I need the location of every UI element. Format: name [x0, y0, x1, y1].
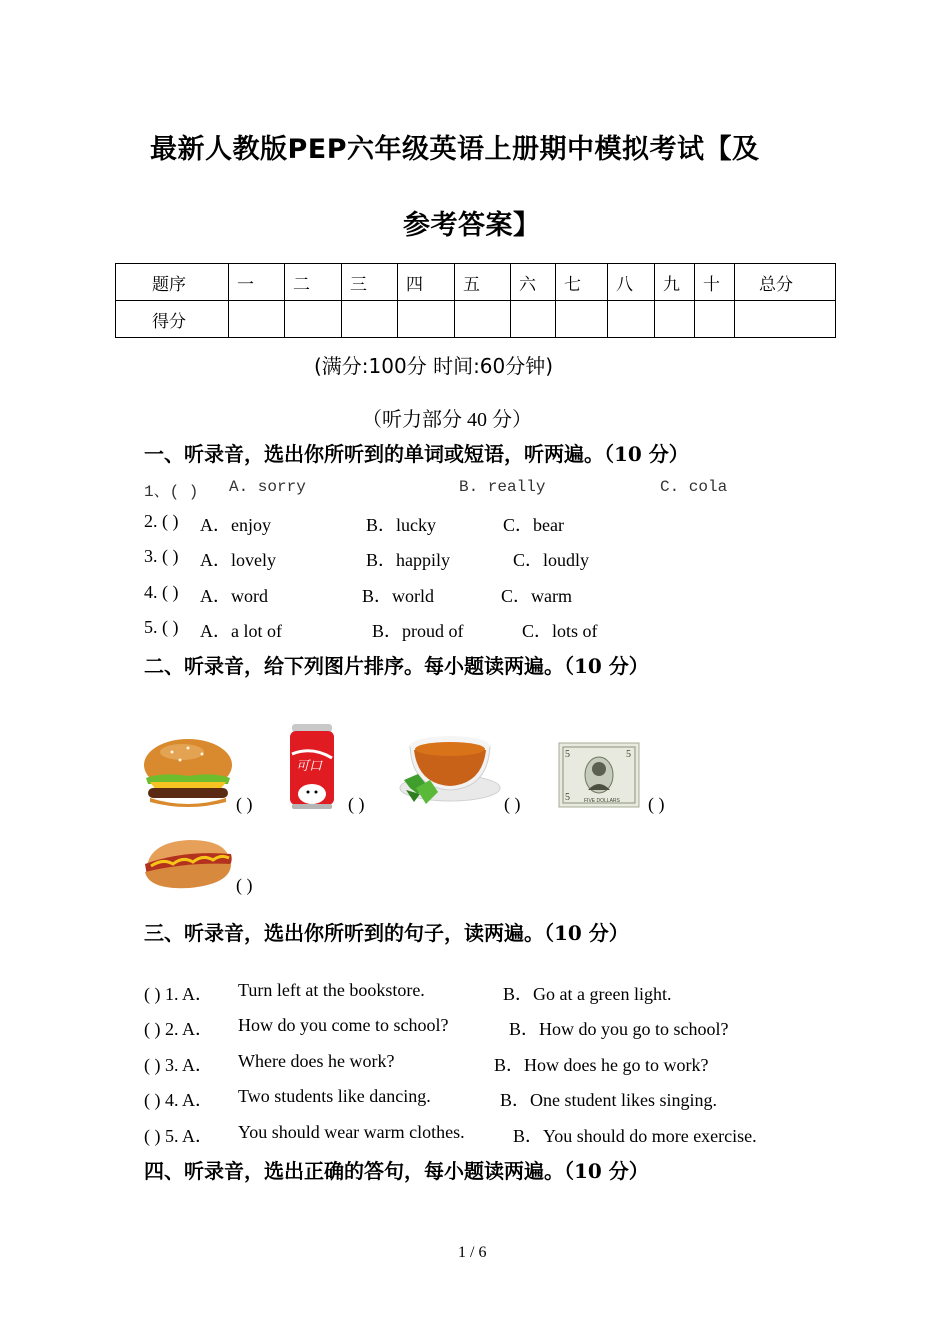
table-header-cell: 七	[556, 264, 608, 301]
question-number[interactable]: 5. ( )	[144, 617, 179, 637]
table-header-cell: 八	[608, 264, 655, 301]
answer-blank[interactable]: ( )	[504, 794, 521, 814]
score-table	[115, 263, 836, 338]
table-header-cell: 题序	[116, 264, 229, 301]
table-header-cell: 九	[655, 264, 695, 301]
option-a: A．a lot of	[200, 621, 282, 641]
question-prefix[interactable]: ( ) 4. A．	[144, 1090, 213, 1110]
option-b: B．One student likes singing.	[500, 1090, 717, 1110]
question-prefix[interactable]: ( ) 5. A．	[144, 1126, 213, 1146]
section4-heading: 四、听录音，选出正确的答句，每小题读两遍。（10 分）	[144, 1159, 649, 1183]
dollar-bill-image	[558, 742, 640, 808]
answer-blank[interactable]: ( )	[236, 794, 253, 814]
score-cell[interactable]	[511, 301, 556, 338]
cola-can-image	[288, 724, 336, 810]
full-score-line: (满分:100分 时间:60分钟)	[314, 354, 554, 378]
option-a: A．word	[200, 586, 268, 606]
option-c: C．lots of	[522, 621, 598, 641]
svg-text:5: 5	[565, 792, 570, 803]
listening-part-label: （听力部分 40 分）	[362, 409, 532, 431]
score-cell[interactable]	[229, 301, 285, 338]
option-b: B. really	[459, 478, 546, 496]
option-a: Two students like dancing.	[238, 1086, 431, 1106]
table-row-label: 得分	[116, 301, 229, 338]
score-cell[interactable]	[695, 301, 735, 338]
answer-blank[interactable]: ( )	[236, 875, 253, 895]
question-number[interactable]: 1、( )	[144, 483, 199, 501]
answer-blank[interactable]: ( )	[648, 794, 665, 814]
hot-dog-image	[143, 836, 233, 892]
score-cell[interactable]	[735, 301, 836, 338]
option-b: B．How does he go to work?	[494, 1055, 709, 1075]
option-b: B．world	[362, 586, 434, 606]
section2-heading: 二、听录音，给下列图片排序。每小题读两遍。（10 分）	[144, 654, 649, 678]
question-number[interactable]: 2. ( )	[144, 511, 179, 531]
svg-text:FIVE DOLLARS: FIVE DOLLARS	[584, 798, 620, 804]
option-c: C. cola	[660, 478, 728, 496]
score-cell[interactable]	[398, 301, 455, 338]
score-cell[interactable]	[655, 301, 695, 338]
question-number[interactable]: 3. ( )	[144, 546, 179, 566]
tea-cup-image	[396, 732, 502, 808]
question-prefix[interactable]: ( ) 2. A．	[144, 1019, 213, 1039]
option-a: You should wear warm clothes.	[238, 1122, 465, 1142]
option-b: B．proud of	[372, 621, 464, 641]
option-b: B．How do you go to school?	[509, 1019, 729, 1039]
score-cell[interactable]	[285, 301, 342, 338]
table-header-cell: 三	[342, 264, 398, 301]
option-c: C．bear	[503, 515, 564, 535]
answer-blank[interactable]: ( )	[348, 794, 365, 814]
table-header-cell: 十	[695, 264, 735, 301]
question-prefix[interactable]: ( ) 3. A．	[144, 1055, 213, 1075]
table-header-cell: 五	[455, 264, 511, 301]
option-a: How do you come to school?	[238, 1015, 449, 1035]
score-table-header-row	[116, 264, 836, 301]
option-a: Turn left at the bookstore.	[238, 980, 425, 1000]
table-header-cell: 四	[398, 264, 455, 301]
svg-text:5: 5	[626, 749, 631, 760]
page-number: 1 / 6	[458, 1244, 487, 1261]
score-cell[interactable]	[455, 301, 511, 338]
section1-heading: 一、听录音，选出你所听到的单词或短语，听两遍。（10 分）	[144, 442, 689, 466]
option-a: Where does he work?	[238, 1051, 395, 1071]
option-c: C．loudly	[513, 550, 590, 570]
svg-text:可口: 可口	[296, 758, 323, 773]
score-cell[interactable]	[556, 301, 608, 338]
svg-text:5: 5	[565, 749, 570, 760]
hamburger-image	[142, 738, 234, 810]
option-b: B．You should do more exercise.	[513, 1126, 757, 1146]
score-table-score-row	[116, 301, 836, 338]
table-header-cell: 总分	[735, 264, 836, 301]
table-header-cell: 六	[511, 264, 556, 301]
option-b: B．happily	[366, 550, 450, 570]
option-a: A．lovely	[200, 550, 276, 570]
score-cell[interactable]	[608, 301, 655, 338]
option-b: B．lucky	[366, 515, 436, 535]
option-a: A．enjoy	[200, 515, 271, 535]
option-c: C．warm	[501, 586, 572, 606]
option-b: B．Go at a green light.	[503, 984, 672, 1004]
option-a: A. sorry	[229, 478, 306, 496]
page-title-line2: 参考答案】	[403, 210, 541, 241]
section3-heading: 三、听录音，选出你所听到的句子，读两遍。（10 分）	[144, 921, 629, 945]
table-header-cell: 二	[285, 264, 342, 301]
score-cell[interactable]	[342, 301, 398, 338]
page-title-line1: 最新人教版PEP六年级英语上册期中模拟考试【及	[150, 134, 760, 165]
table-header-cell: 一	[229, 264, 285, 301]
question-number[interactable]: 4. ( )	[144, 582, 179, 602]
question-prefix[interactable]: ( ) 1. A．	[144, 984, 213, 1004]
